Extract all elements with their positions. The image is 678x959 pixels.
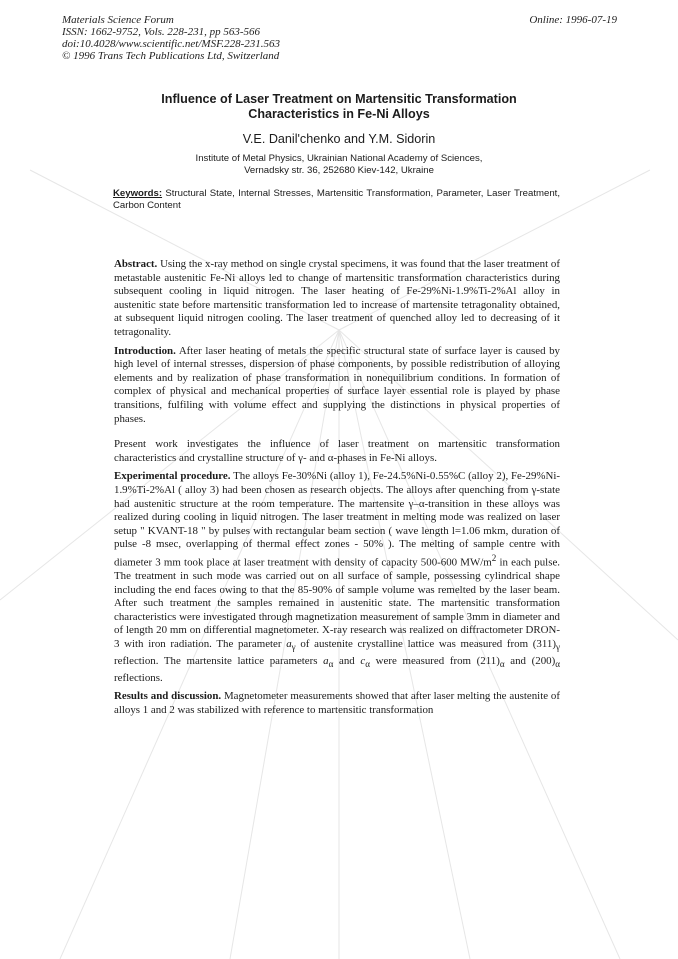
introduction-label: Introduction. [114, 344, 176, 357]
symbol-a-alpha: a [323, 654, 329, 667]
introduction-paragraph [114, 345, 560, 427]
experimental-text-4: reflection. The martensite lattice parameters [114, 654, 324, 667]
authors: V.E. Danil'chenko and Y.M. Sidorin [242, 132, 436, 146]
copyright-line: © 1996 Trans Tech Publications Ltd, Switzerland [62, 50, 280, 62]
results-text: Magnetometer measurements showed that after laser melting the austenite of alloys 1 and 2 was stabilized with reference to martensitic transformation [114, 690, 560, 716]
title-line-2: Characteristics in Fe-Ni Alloys [248, 107, 430, 121]
present-work-paragraph: Present work investigates the influence of laser treatment on martensitic transformation characteristics and crystalline structure of γ- and α-phases in Fe-Ni alloys. [114, 438, 560, 464]
sub-alpha-1: α [328, 659, 334, 669]
issn-line: ISSN: 1662-9752, Vols. 228-231, pp 563-566 [62, 26, 260, 38]
abstract-paragraph [114, 258, 560, 340]
keywords-label: Keywords: [113, 188, 163, 199]
experimental-and: and [333, 654, 361, 667]
results-paragraph [114, 690, 560, 717]
superscript-2: 2 [491, 552, 497, 563]
paper-title [0, 92, 678, 122]
title-line-1: Influence of Laser Treatment on Martensitic Transformation [161, 92, 517, 106]
experimental-text-2: in each pulse. The treatment in such mode was carried out on all surface of sample, possessing cylindrical shape including the end faces owing to that the 85-90% of sample volume was remelted by the laser beam. After such treatment the samples remained in austenitic state. The martensitic transformation characteristics were investigated through magnetization measurement of sample 3mm in diameter and of length 20 mm on differential magnetometer. X-ray research was realized on diffractometer DRON-3 with iron radiation. The parameter [114, 556, 560, 651]
abstract-text: Using the x-ray method on single crystal specimens, it was found that the laser treatment of metastable austenitic Fe-Ni alloys led to change of martensitic transformation characteristics during subsequent cooling in liquid nitrogen. The laser heating of Fe-29%Ni-1.9%Ti-2%Al alloy in austenitic state before martensitic transformation led to increase of martensite tetragonality obtained, at subsequent liquid nitrogen cooling. The laser treatment of quenched alloy led to decreasing of it tetragonality. [114, 258, 560, 338]
sub-alpha-3: α [499, 659, 505, 669]
introduction-text: After laser heating of metals the specific structural state of surface layer is caused by high level of internal stresses, dispersion of phase components, by possible redistribution of alloying elements and by realization of phase transformation in nonequilibrium conditions. In formation of complex of physical and mechanical properties of surface layer essential role is played by phase transitions, fulfiling with volume effect and supplying the distinctions in physical properties of phases. [114, 344, 561, 425]
sub-alpha-4: α [555, 659, 561, 669]
experimental-text-1: The alloys Fe-30%Ni (alloy 1), Fe-24.5%Ni-0.55%C (alloy 2), Fe-29%Ni-1.9%Ti-2%Al ( alloy 3) had been chosen as research objects. The alloys after quenching from γ-state had austenitic structure at the room temperature. The martensite γ–α-transition in these alloys was realized during cooling in liquid nitrogen. The laser treatment in melting mode was realized on laser setup " KVANT-18 " by pulses with rectangular beam section ( wave length l=1.06 mkm, duration of pulse -8 msec, overlapping of thermal effect zones - 50% ). The melting of sample centre with diameter 3 mm took place at laser treatment with density of capacity 500-600 MW/m [114, 470, 560, 569]
citation-header [62, 14, 280, 62]
experimental-text-6: and (200) [504, 654, 556, 667]
abstract-label: Abstract. [114, 258, 158, 270]
experimental-text-3: of austenite crystalline lattice was measured from (311) [295, 638, 556, 651]
experimental-text-5: were measured from (211) [370, 654, 500, 667]
sub-alpha-2: α [365, 659, 371, 669]
experimental-text-7: reflections. [114, 671, 163, 684]
sub-gamma: γ [291, 642, 296, 653]
results-label: Results and discussion. [114, 690, 222, 703]
affiliation-line-1: Institute of Metal Physics, Ukrainian National Academy of Sciences, [195, 153, 483, 164]
sub-gamma-2: γ [555, 642, 560, 653]
experimental-label: Experimental procedure. [114, 470, 231, 483]
keywords-text: Structural State, Internal Stresses, Martensitic Transformation, Parameter, Laser Treatment, Carbon Content [113, 188, 560, 211]
online-date: Online: 1996-07-19 [529, 14, 617, 26]
affiliation-line-2: Vernadsky str. 36, 252680 Kiev-142, Ukraine [244, 165, 434, 176]
symbol-a: a [286, 638, 292, 651]
experimental-paragraph [114, 470, 560, 685]
symbol-c-alpha: c [360, 654, 366, 667]
journal-name: Materials Science Forum [62, 14, 174, 26]
affiliation [0, 153, 678, 177]
paper-body [114, 258, 560, 722]
doi-line: doi:10.4028/www.scientific.net/MSF.228-231.563 [62, 38, 281, 50]
keywords [113, 188, 560, 212]
